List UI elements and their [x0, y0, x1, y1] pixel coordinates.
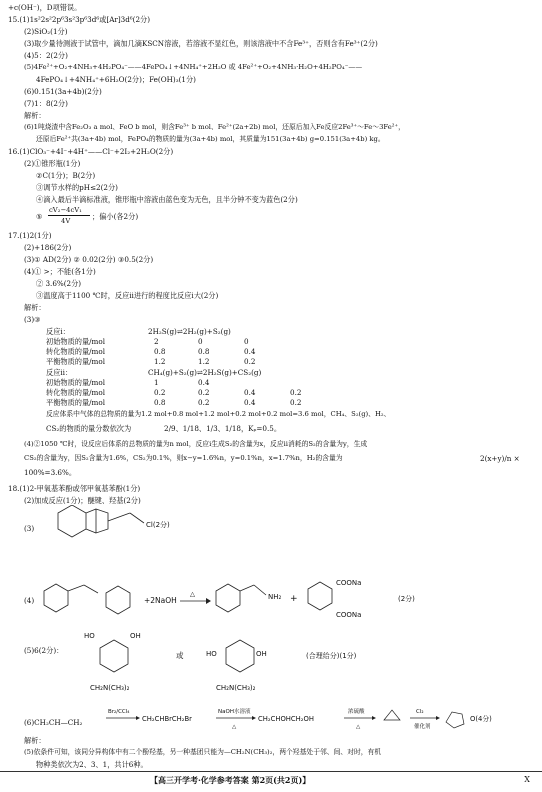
- analysis-label: 解析：: [24, 736, 46, 745]
- score-label: O(4分): [470, 715, 492, 723]
- q16-answer-1: 16.(1)ClO₃⁻+4I⁻+4H⁺——Cl⁻+2I₂+2H₂O(2分): [8, 147, 174, 156]
- table-cell: 0.2: [154, 388, 166, 397]
- reagent-label: +2NaOH: [144, 596, 177, 605]
- q16-answer-2-2: ②C(1分)；B(2分): [36, 171, 96, 180]
- q16-answer-2-3: ③调节水样的pH≤2(2分): [36, 183, 118, 192]
- q18-answer-6: (6)CH₂CH—CH₂: [24, 718, 83, 727]
- q15-answer-6: (6)0.151(3a+4b)(2分): [24, 87, 102, 96]
- route-condition: △: [356, 724, 361, 730]
- q17-answer-4-3: ③温度高于1100 ℃时，反应ⅱ进行的程度比反应ⅰ大(2分): [36, 291, 219, 300]
- equilibrium-table-2: [46, 368, 336, 408]
- q15-answer-3: (3)取少量待测液于试管中，滴加几滴KSCN溶液，若溶液不显红色，则该溶液中不含Fe³⁺，否则含有Fe³⁺(2分): [24, 39, 378, 48]
- epoxide-ring: [384, 710, 400, 720]
- q15-answer-5: (5)4Fe²⁺+O₂+4NH₃+4H₂PO₄⁻——4FePO₄↓+4NH₄⁺+2H₂O 或 4Fe²⁺+O₂+4NH₃·H₂O+4H₂PO₄⁻——: [24, 63, 363, 71]
- q18-answer-1: 18.(1)2-甲氧基苯酚或邻甲氧基苯酚(1分): [8, 484, 141, 493]
- q17-analysis-4-3: 100%=3.6%。: [24, 468, 77, 477]
- table-cell: 1.2: [154, 357, 166, 366]
- q16-answer-2-5: ⑤: [36, 212, 43, 221]
- structure-5-diagram: [60, 626, 420, 706]
- row-label: 初始物质的量/mol: [46, 378, 105, 387]
- fraction-denominator: 4V: [61, 217, 71, 225]
- q15-analysis-2: 还原后Fe²⁺共(3a+4b) mol，FePO₄的物质的量为(3a+4b) mol，其质量为151(3a+4b) g=0.151(3a+4b) kg。: [36, 135, 385, 143]
- amine-label: NH₂: [268, 593, 282, 601]
- reaction-equation: CH₄(g)+S₂(g)⇌2H₂S(g)+CS₂(g): [148, 368, 262, 377]
- table-cell: 0.2: [198, 388, 210, 397]
- table-cell: 0.8: [198, 347, 210, 356]
- note-label: (合理给分)(1分): [306, 652, 357, 660]
- row-label: 转化物质的量/mol: [46, 347, 105, 356]
- or-label: 或: [176, 651, 184, 660]
- q15-answer-4: (4)5：2(2分): [24, 51, 68, 60]
- q18-answer-2: (2)加成反应(1分)；醚键、羟基(2分): [24, 496, 141, 505]
- q17-analysis-fractions: 2/9、1/18、1/3、1/18，Kₚ=0.5。: [164, 424, 282, 433]
- q17-analysis-3: (3)③: [24, 315, 41, 324]
- row-label: 初始物质的量/mol: [46, 337, 105, 346]
- cyclic-carbonate-ring: [446, 712, 464, 728]
- q16-answer-2-5-tail: ；偏小(各2分): [92, 212, 139, 221]
- group-label: CH₂N(CH₃)₂: [90, 684, 130, 692]
- q15-answer-1: 15.(1)1s²2s²2p⁶3s²3p⁶3d⁶或[Ar]3d⁶(2分): [8, 15, 151, 24]
- structure-4-diagram: [40, 573, 510, 633]
- route-condition: NaOH水溶液: [218, 709, 251, 715]
- table-cell: 0: [244, 337, 249, 346]
- q17-answer-2: (2)+186(2分): [24, 243, 72, 252]
- text-line: +c(OH⁻)，D项错误。: [8, 3, 82, 12]
- synthesis-route: [92, 704, 532, 734]
- group-label: OH: [256, 650, 267, 658]
- route-condition: 浓硫酸: [348, 709, 365, 715]
- table-cell: 0.4: [244, 398, 256, 407]
- q17-answer-1: 17.(1)2(1分): [8, 231, 52, 240]
- q18-analysis-1: (5)依条件可知，该同分异构体中有二个酚羟基，另一种基团只能为—CH₂N(CH₃)₂，两个羟基处于邻、间、对时，有机: [24, 748, 382, 756]
- footer-mark: X: [524, 775, 530, 784]
- group-label: HO: [84, 632, 95, 640]
- route-condition: Br₂/CCl₄: [108, 709, 130, 715]
- score-label: Cl(2分): [146, 521, 170, 529]
- analysis-label: 解析：: [24, 111, 46, 120]
- q17-answer-3: (3)① AD(2分) ② 0.02(2分) ③0.5(2分): [24, 255, 154, 264]
- q16-answer-2-4: ④滴入最后半滴标准液，锥形瓶中溶液由蓝色变为无色，且半分钟不变为蓝色(2分): [36, 195, 298, 204]
- q17-answer-4-2: ② 3.6%(2分): [36, 279, 82, 288]
- svg-text:+: +: [290, 594, 298, 604]
- analysis-label: 解析：: [24, 303, 46, 312]
- q17-analysis-4-2: CS₂的含量为y，因S₂含量为1.6%，CS₂为0.1%，则x−y=1.6%n，y=0.1%n，x=1.7%n，H₂的含量为: [24, 454, 343, 462]
- q15-answer-7: (7)1：8(2分): [24, 99, 68, 108]
- group-label: OH: [130, 632, 141, 640]
- row-label: 平衡物质的量/mol: [46, 357, 105, 366]
- table-cell: 0.8: [154, 398, 166, 407]
- table-cell: 0.4: [198, 378, 210, 387]
- q16-answer-2-1: (2)①锥形瓶(1分): [24, 159, 81, 168]
- reaction-equation: 2H₂S(g)⇌2H₂(g)+S₂(g): [148, 327, 231, 336]
- table-title: 反应ⅱ：: [46, 368, 73, 377]
- h2-fraction: 2(x+y)/n ×: [480, 454, 520, 463]
- q18-analysis-2: 物种类依次为2、3、1，共计6种。: [36, 760, 148, 769]
- group-label: CH₂N(CH₃)₂: [216, 684, 256, 692]
- heat-symbol: △: [190, 590, 195, 598]
- carboxylate-label: COONa: [336, 611, 362, 619]
- route-condition: 催化剂: [414, 724, 431, 730]
- score-label: (2分): [398, 595, 415, 603]
- route-condition: Cl₂: [416, 709, 424, 715]
- structure-3-diagram: [40, 505, 200, 549]
- q17-answer-4-1: (4)① >；不能(各1分): [24, 267, 96, 276]
- table-cell: 0.2: [290, 398, 302, 407]
- q17-analysis-total: 反应体系中气体的总物质的量为1.2 mol+0.8 mol+1.2 mol+0.2 mol+0.2 mol=3.6 mol，CH₄、S₂(g)、H₂、: [46, 410, 391, 418]
- q17-analysis-4-1: (4)②1050 ℃时，设反应后体系的总物质的量为n mol，反应ⅰ生成S₂的含量为x，反应ⅱ消耗的S₂的含量为y，生成: [24, 440, 368, 448]
- q15-analysis-1: (6)1吨烧渣中含Fe₂O₃ a mol、FeO b mol，则含Fe³⁺ b mol、Fe²⁺(2a+2b) mol，还原后加入Fe反应2Fe³⁺～Fe～3Fe²⁺，: [24, 123, 405, 131]
- route-condition: △: [232, 724, 237, 730]
- q17-analysis-fractions-label: CS₂的物质的量分数依次为: [46, 424, 132, 433]
- q18-answer-4: (4): [24, 596, 35, 605]
- table-cell: 0: [198, 337, 203, 346]
- table-cell: 0.2: [198, 398, 210, 407]
- table-cell: 1: [154, 378, 159, 387]
- q18-answer-5: (5)6(2分)：: [24, 646, 64, 655]
- q15-answer-5-cont: 4FePO₄↓+4NH₄⁺+6H₂O(2分)；Fe(OH)₃(1分): [36, 75, 196, 84]
- q15-answer-2: (2)SiO₂(1分): [24, 27, 68, 36]
- carboxylate-label: COONa: [336, 579, 362, 587]
- equilibrium-table-1: [46, 327, 306, 367]
- table-cell: 2: [154, 337, 159, 346]
- table-cell: 0.8: [154, 347, 166, 356]
- footer-title: 【高三开学考·化学参考答案 第2页(共2页)】: [150, 775, 311, 785]
- table-cell: 0.4: [244, 347, 256, 356]
- page-footer: [0, 771, 542, 786]
- fraction-numerator: cV₂−4cV₁: [49, 206, 82, 214]
- fraction-bar: [48, 215, 90, 216]
- table-cell: 1.2: [198, 357, 210, 366]
- route-compound: CH₂CHBrCH₂Br: [142, 715, 192, 723]
- table-title: 反应ⅰ：: [46, 327, 70, 336]
- table-cell: 0.4: [244, 388, 256, 397]
- table-cell: 0.2: [244, 357, 256, 366]
- table-cell: 0.2: [290, 388, 302, 397]
- group-label: HO: [206, 650, 217, 658]
- row-label: 平衡物质的量/mol: [46, 398, 105, 407]
- q18-answer-3: (3): [24, 524, 35, 533]
- row-label: 转化物质的量/mol: [46, 388, 105, 397]
- route-compound: CH₂CHOHCH₂OH: [258, 715, 314, 723]
